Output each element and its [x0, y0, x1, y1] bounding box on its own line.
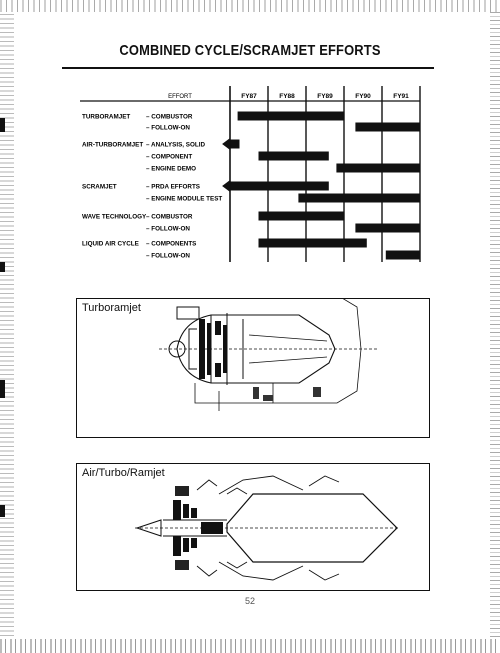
figure-label: Air/Turbo/Ramjet: [82, 467, 165, 479]
schedule-bar-arrowhead: [222, 180, 230, 192]
scan-bottom-edge: [0, 639, 500, 653]
schedule-bar: [259, 239, 367, 248]
effort-item-label: – ENGINE MODULE TEST: [146, 195, 223, 203]
turboramjet-engine-cutaway-icon: [77, 299, 429, 437]
schedule-bar: [298, 194, 420, 203]
schedule-bar: [336, 164, 420, 173]
binding-mark: [0, 380, 5, 398]
schedule-bar: [259, 152, 329, 161]
effort-group-label: WAVE TECHNOLOGY: [82, 213, 147, 221]
effort-header: EFFORT: [168, 92, 192, 101]
schedule-bar-arrowhead: [222, 138, 230, 150]
effort-group-label: LIQUID AIR CYCLE: [82, 240, 139, 248]
air-turbo-ramjet-engine-cutaway-icon: [77, 464, 429, 590]
schedule-bar: [355, 224, 420, 233]
effort-item-label: – PRDA EFFORTS: [146, 183, 200, 191]
effort-item-label: – COMBUSTOR: [146, 213, 193, 221]
schedule-bar: [228, 182, 329, 191]
effort-item-label: – COMPONENT: [146, 153, 193, 161]
schedule-bar: [238, 112, 344, 121]
turboramjet-figure-panel: [76, 298, 430, 438]
effort-item-label: – COMPONENTS: [146, 240, 197, 248]
schedule-bar: [386, 251, 420, 260]
effort-item-label: – FOLLOW-ON: [146, 252, 190, 260]
figure-label: Turboramjet: [82, 302, 141, 314]
air-turbo-ramjet-figure-panel: [76, 463, 430, 591]
page-number: 52: [244, 596, 255, 606]
effort-group-label: SCRAMJET: [82, 183, 117, 191]
effort-item-label: – FOLLOW-ON: [146, 124, 190, 132]
schedule-chart: [0, 0, 500, 270]
year-label: FY87: [241, 93, 257, 100]
year-label: FY90: [355, 93, 371, 100]
year-label: FY89: [317, 93, 333, 100]
effort-item-label: – FOLLOW-ON: [146, 225, 190, 233]
schedule-bar: [259, 212, 345, 221]
effort-group-label: AIR-TURBORAMJET: [82, 141, 144, 149]
page-title: COMBINED CYCLE/SCRAMJET EFFORTS: [119, 42, 381, 59]
effort-item-label: – ENGINE DEMO: [146, 165, 197, 173]
year-label: FY88: [279, 93, 295, 100]
binding-mark: [0, 505, 5, 517]
year-label: FY91: [393, 93, 409, 100]
schedule-bar: [355, 123, 420, 132]
effort-item-label: – ANALYSIS, SOLID: [146, 141, 206, 149]
schedule-rows: [82, 112, 420, 260]
effort-group-label: TURBORAMJET: [82, 113, 131, 121]
effort-item-label: – COMBUSTOR: [146, 113, 193, 121]
